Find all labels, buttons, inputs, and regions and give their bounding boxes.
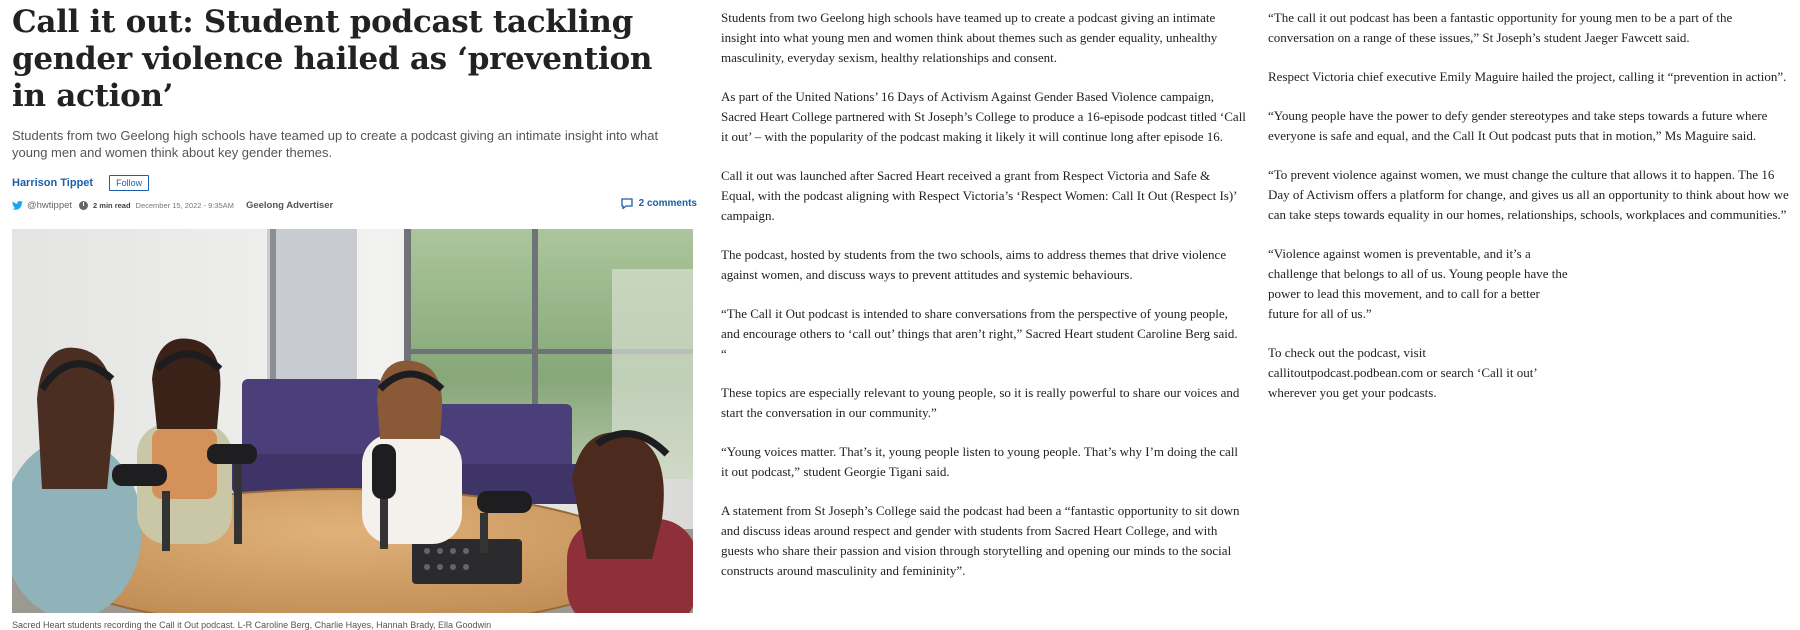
publication-name: Geelong Advertiser xyxy=(245,199,334,211)
body-paragraph: “Young voices matter. That’s it, young people listen to young people. That’s why I’m doing the call it out podcast,” student Georgie Tigani said. xyxy=(721,444,1239,479)
body-paragraph: Call it out was launched after Sacred Heart received a grant from Respect Victoria and Safe & Equal, with the podcast aligning with Respect Victoria’s ‘Respect Women: Call It Out (Respect Is)’ campaign. xyxy=(721,168,1237,223)
comments-link[interactable] xyxy=(621,198,697,209)
podcast-link-paragraph: To check out the podcast, visit callitoutpodcast.podbean.com or search ‘Call it out’ wherever you get your podcasts. xyxy=(1268,345,1537,400)
twitter-handle-link[interactable]: @hwtippet xyxy=(27,199,73,211)
photo-caption: Sacred Heart students recording the Call it Out podcast. L-R Caroline Berg, Charlie Hayes, Hannah Brady, Ella Goodwin xyxy=(12,620,492,630)
body-paragraph: “Young people have the power to defy gender stereotypes and take steps towards a future where everyone is safe and equal, and the Call It Out podcast puts that in motion,” Ms Maguire said. xyxy=(1268,108,1768,143)
clock-icon xyxy=(79,201,88,210)
article-body-column-2 xyxy=(721,8,1246,600)
body-paragraph: A statement from St Joseph’s College said the podcast had been a “fantastic opportunity to sit down and discuss ideas around respect and gender with students from Sacred Heart College, and with guests who share their passion and vision through storytelling and opening our minds to the social constructs around masculinity and femininity”. xyxy=(721,503,1240,578)
body-paragraph: As part of the United Nations’ 16 Days of Activism Against Gender Based Violence campaign, Sacred Heart College partnered with St Joseph’s College to produce a 16-episode podcast titled ‘Call it out’ – with the popularity of the podcast making it likely it will continue long after episode 16. xyxy=(721,89,1246,144)
follow-button[interactable]: Follow xyxy=(109,175,149,191)
article-meta xyxy=(12,198,695,212)
body-paragraph: These topics are especially relevant to young people, so it is really powerful to share our voices and start the conversation in our community.” xyxy=(721,385,1240,420)
article-body-column-3 xyxy=(1268,8,1792,422)
body-paragraph: “The call it out podcast has been a fantastic opportunity for young men to be a part of the conversation on a range of these issues,” St Joseph’s student Jaeger Fawcett said. xyxy=(1268,10,1733,45)
article-standfirst: Students from two Geelong high schools have teamed up to create a podcast giving an intimate insight into what young men and women think about key gender themes. xyxy=(12,128,659,160)
read-time: 2 min read xyxy=(93,200,131,210)
body-paragraph: Students from two Geelong high schools have teamed up to create a podcast giving an intimate insight into what young men and women think about themes such as gender equality, unhealthy masculinity, everyday sexism, healthy relationships and consent. xyxy=(721,10,1218,65)
publish-date: December 15, 2022 - 9:35AM xyxy=(135,200,234,210)
body-paragraph: Respect Victoria chief executive Emily Maguire hailed the project, calling it “prevention in action”. xyxy=(1268,69,1787,84)
byline xyxy=(12,175,695,191)
body-paragraph: “To prevent violence against women, we must change the culture that allows it to happen. The 16 Day of Activism offers a platform for change, and gives us all an opportunity to think about how we can take steps towards equality in our homes, relationships, schools, workplaces and communities.” xyxy=(1268,167,1789,222)
body-paragraph: “Violence against women is preventable, and it’s a challenge that belongs to all of us. Young people have the power to lead this movement, and to call for a better future for all of us.” xyxy=(1268,246,1568,321)
podcast-recording-illustration xyxy=(12,229,693,613)
comment-icon xyxy=(621,198,633,209)
twitter-icon[interactable] xyxy=(12,201,23,210)
body-paragraph: The podcast, hosted by students from the two schools, aims to address themes that drive violence against women, and discuss ways to prevent attitudes and systemic behaviours. xyxy=(721,247,1227,282)
article-headline: Call it out: Student podcast tackling gender violence hailed as ‘prevention in action’ xyxy=(12,4,653,114)
body-paragraph: “The Call it Out podcast is intended to share conversations from the perspective of young people, and encourage others to ‘call out’ things that aren’t right,” Sacred Heart student Caroline Berg said. “ xyxy=(721,306,1238,361)
article-photo xyxy=(12,229,693,613)
article-header-column xyxy=(12,0,695,630)
author-name-link[interactable]: Harrison Tippet xyxy=(12,177,94,189)
comments-count: 2 comments xyxy=(638,198,697,209)
